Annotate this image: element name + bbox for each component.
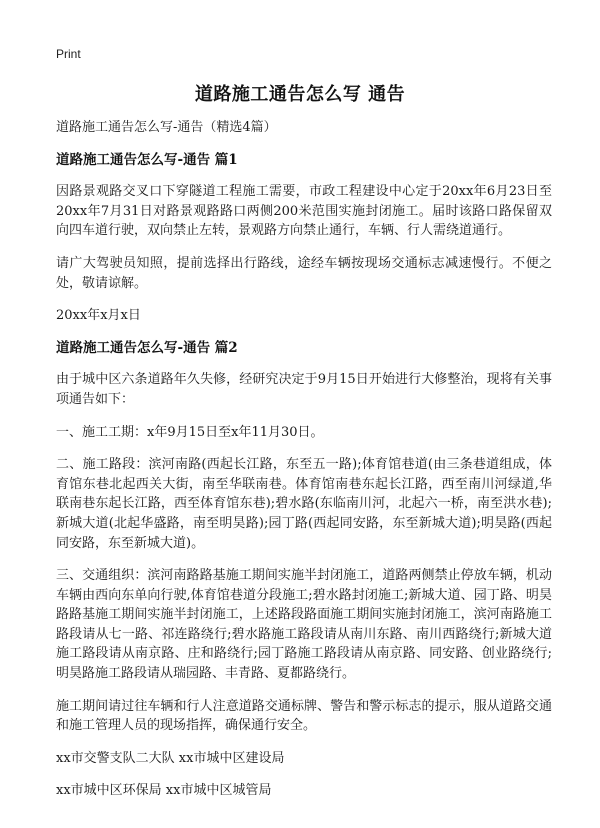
document-subtitle: 道路施工通告怎么写-通告（精选4篇） (56, 120, 277, 135)
section-heading-2: 道路施工通告怎么写-通告 篇2 (56, 339, 238, 356)
section-2-paragraph: 由于城中区六条道路年久失修，经研究决定于9月15日开始进行大修整治，现将有关事项通告如下： (56, 372, 552, 407)
section-1-paragraph: 请广大驾驶员知照，提前选择出行路线，途经车辆按现场交通标志减速慢行。不便之处，敬请谅解。 (56, 255, 552, 291)
document-body (56, 118, 552, 814)
section-1-paragraph: 因路景观路交叉口下穿隧道工程施工需要，市政工程建设中心定于20xx年6月23日至20xx年7月31日对路景观路路口两侧200米范围实施封闭施工。届时该路口路保留双向四车道行驶，双向禁止左转，景观路方向禁止通行，车辆、行人需绕道通行。 (56, 184, 552, 239)
section-2-paragraph: 二、施工路段：滨河南路(西起长江路，东至五一路);体育馆巷道(由三条巷道组成，体育馆东巷北起西关大街，南至华联南巷。体育馆南巷东起长江路，西至南川河绿道,华联南巷东起长江路，西至体育馆东巷);碧水路(东临南川河，北起六一桥，南至洪水巷);新城大道(北起华盛路，南至明昊路);园丁路(西起同安路，东至新城大道);明昊路(西起同安路，东至新城大道)。 (56, 457, 552, 551)
section-2-paragraph: 三、交通组织：滨河南路路基施工期间实施半封闭施工，道路两侧禁止停放车辆，机动车辆由西向东单向行驶,体育馆巷道分段施工;碧水路封闭施工;新城大道、园丁路、明昊路路基施工期间实施半封闭施工，上述路段路面施工期间实施封闭施工，滨河南路施工路段请从七一路、祁连路绕行;碧水路施工路段请从南川东路、南川西路绕行;新城大道施工路段请从南京路、庄和路绕行;园丁路施工路段请从南京路、同安路、创业路绕行;明昊路施工路段请从瑞园路、丰青路、夏都路绕行。 (56, 568, 552, 682)
section-2-signature: xx市城中区环保局 xx市城中区城管局 (56, 783, 272, 799)
print-link[interactable]: Print (56, 47, 81, 61)
section-2-paragraph: 施工期间请过往车辆和行人注意道路交通标牌、警告和警示标志的提示，服从道路交通和施工管理人员的现场指挥，确保通行安全。 (56, 698, 552, 734)
section-2-paragraph: 一、施工工期：x年9月15日至x年11月30日。 (56, 424, 324, 440)
section-2-signature: xx市交警支队二大队 xx市城中区建设局 (56, 750, 285, 766)
section-1-date: 20xx年x月x日 (56, 308, 141, 324)
section-heading-1: 道路施工通告怎么写-通告 篇1 (56, 151, 238, 168)
document-title: 道路施工通告怎么写 通告 (194, 84, 406, 105)
